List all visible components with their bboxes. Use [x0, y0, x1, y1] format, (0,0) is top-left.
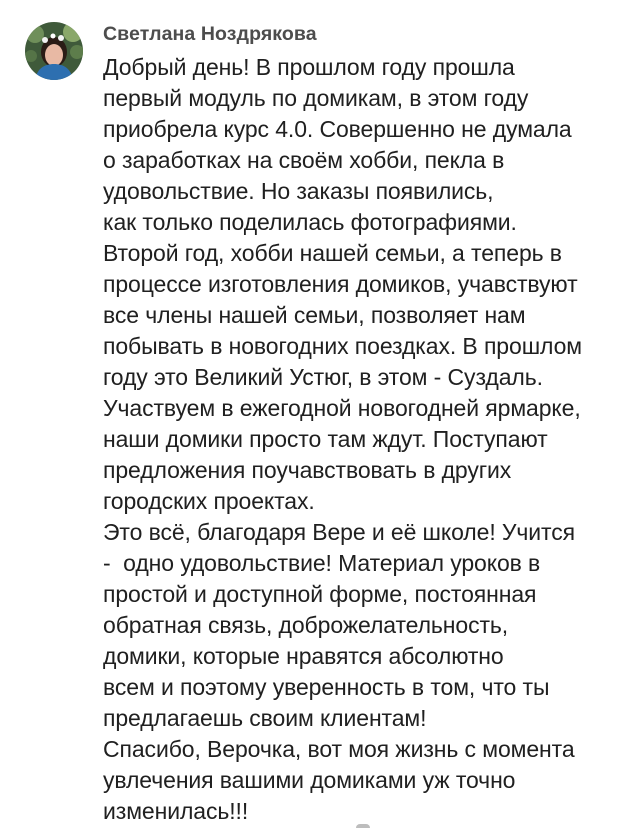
comment-line: побывать в новогодних поездках. В прошлом: [103, 333, 583, 359]
comment-line: изменилась!!!: [103, 798, 249, 824]
comment-line: о заработках на своём хобби, пекла в: [103, 147, 505, 173]
user-avatar-icon: [25, 22, 83, 80]
comment-line: Это всё, благодаря Вере и её школе! Учится: [103, 519, 575, 545]
comment-line: году это Великий Устюг, в этом - Суздаль.: [103, 364, 543, 390]
comment-line: домики, которые нравятся абсолютно: [103, 643, 504, 669]
comment-line: первый модуль по домикам, в этом году: [103, 85, 529, 111]
comment-line: всем и поэтому уверенность в том, что ты: [103, 674, 550, 700]
comment-line: предложения поучавствовать в других: [103, 457, 512, 483]
comment-line: наши домики просто там ждут. Поступают: [103, 426, 548, 452]
comment-line: - одно удовольствие! Материал уроков в: [103, 550, 541, 576]
comment-text: [103, 52, 633, 827]
scroll-edge-indicator: [356, 824, 370, 828]
comment-line: увлечения вашими домиками уж точно: [103, 767, 516, 793]
comment-line: Второй год, хобби нашей семьи, а теперь в: [103, 240, 562, 266]
comment-line: приобрела курс 4.0. Совершенно не думала: [103, 116, 572, 142]
comment-line: все члены нашей семьи, позволяет нам: [103, 302, 526, 328]
comment-line: обратная связь, доброжелательность,: [103, 612, 509, 638]
comment-line: предлагаешь своим клиентам!: [103, 705, 427, 731]
author-name[interactable]: Светлана Ноздрякова: [103, 23, 317, 45]
comment-line: Добрый день! В прошлом году прошла: [103, 54, 515, 80]
comment-line: как только поделилась фотографиями.: [103, 209, 517, 235]
author-avatar[interactable]: [25, 22, 83, 80]
comment-line: Участвуем в ежегодной новогодней ярмарке,: [103, 395, 581, 421]
comment-line: городских проектах.: [103, 488, 315, 514]
comment-line: удовольствие. Но заказы появились,: [103, 178, 494, 204]
comment-line: простой и доступной форме, постоянная: [103, 581, 537, 607]
comment-line: процессе изготовления домиков, учавствуют: [103, 271, 578, 297]
comment-line: Спасибо, Верочка, вот моя жизнь с момента: [103, 736, 575, 762]
